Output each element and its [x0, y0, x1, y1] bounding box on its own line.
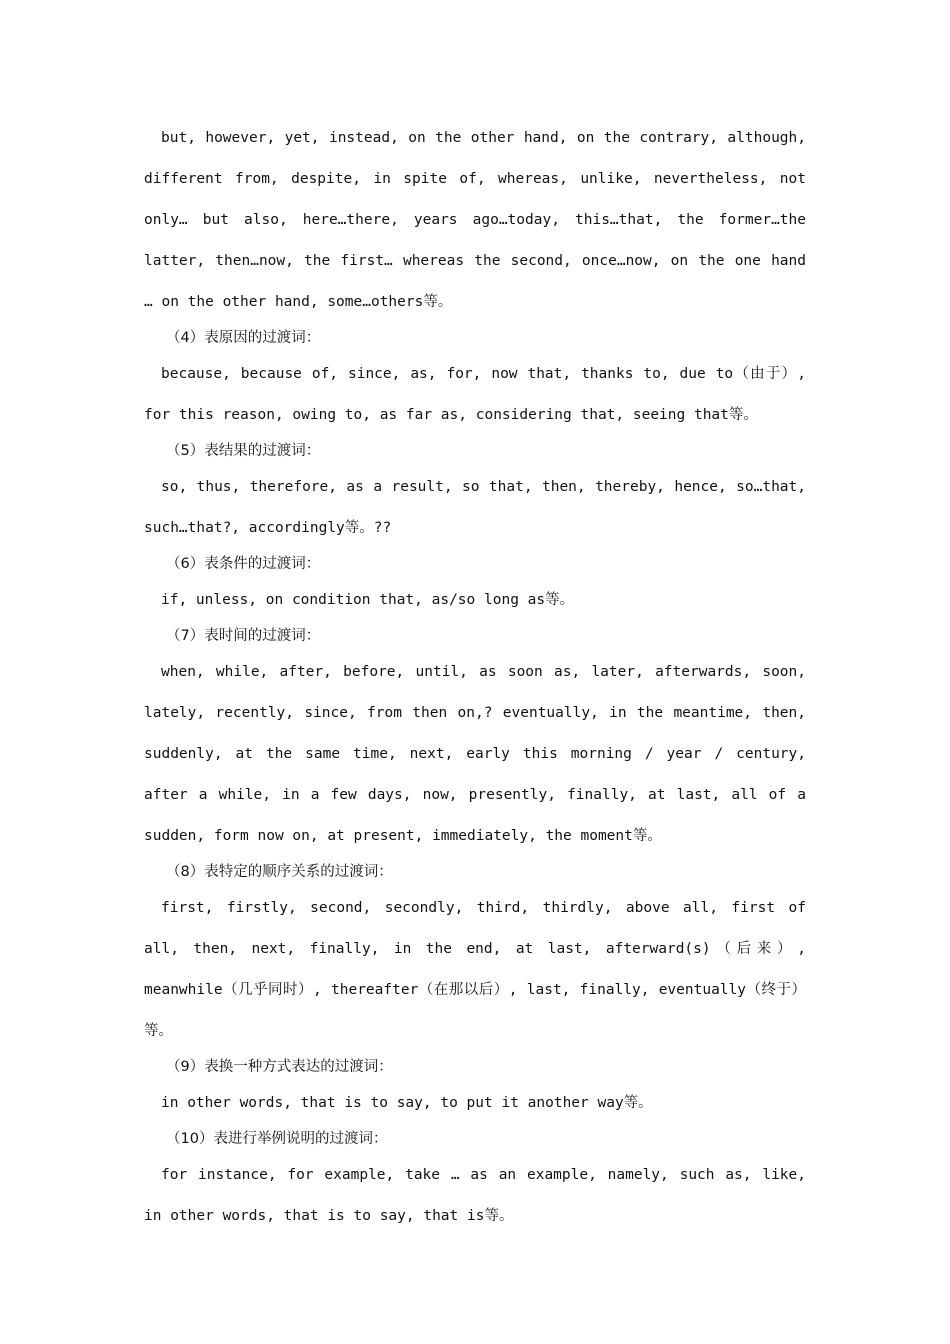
- contrast-words-paragraph: but, however, yet, instead, on the other hand, on the contrary, although, different from, despite, in spite of, whereas, unlike, nevertheless, not only… but also, here…there, years ago…today, this…that, the former…the latter, then…now, the first… whereas the second, once…now, on the one hand … on the other hand, some…others等。: [144, 130, 806, 310]
- result-words-paragraph: so, thus, therefore, as a result, so that, then, thereby, hence, so…that, such…that?, accordingly等。??: [144, 479, 806, 536]
- section-heading-result: （5）表结果的过渡词：: [166, 443, 321, 459]
- section-heading-sequence: （8）表特定的顺序关系的过渡词：: [166, 864, 393, 880]
- time-words-paragraph: when, while, after, before, until, as soon as, later, afterwards, soon, lately, recently, since, from then on,? eventually, in the meantime, then, suddenly, at the same time, next, early this morning / year / century, after a while, in a few days, now, presently, finally, at last, all of a sudden, form now on, at present, immediately, the moment等。: [144, 664, 806, 844]
- rephrase-words-paragraph: in other words, that is to say, to put it another way等。: [161, 1095, 653, 1111]
- section-heading-time: （7）表时间的过渡词：: [166, 628, 321, 644]
- cause-words-paragraph: because, because of, since, as, for, now that, thanks to, due to（由于）, for this reason, owing to, as far as, considering that, seeing that等。: [144, 366, 806, 423]
- sequence-words-paragraph: first, firstly, second, secondly, third, thirdly, above all, first of all, then, next, finally, in the end, at last, afterward(s)（后来）, meanwhile（几乎同时）, thereafter（在那以后）, last, finally, eventually（终于）等。: [144, 900, 806, 1039]
- example-words-paragraph: for instance, for example, take … as an example, namely, such as, like, in other words, that is to say, that is等。: [144, 1167, 806, 1224]
- condition-words-paragraph: if, unless, on condition that, as/so long as等。: [161, 592, 575, 608]
- section-heading-condition: （6）表条件的过渡词：: [166, 556, 321, 572]
- document-body: [144, 118, 806, 1237]
- section-heading-example: （10）表进行举例说明的过渡词：: [166, 1131, 388, 1147]
- section-heading-rephrase: （9）表换一种方式表达的过渡词：: [166, 1059, 393, 1075]
- section-heading-cause: （4）表原因的过渡词：: [166, 330, 321, 346]
